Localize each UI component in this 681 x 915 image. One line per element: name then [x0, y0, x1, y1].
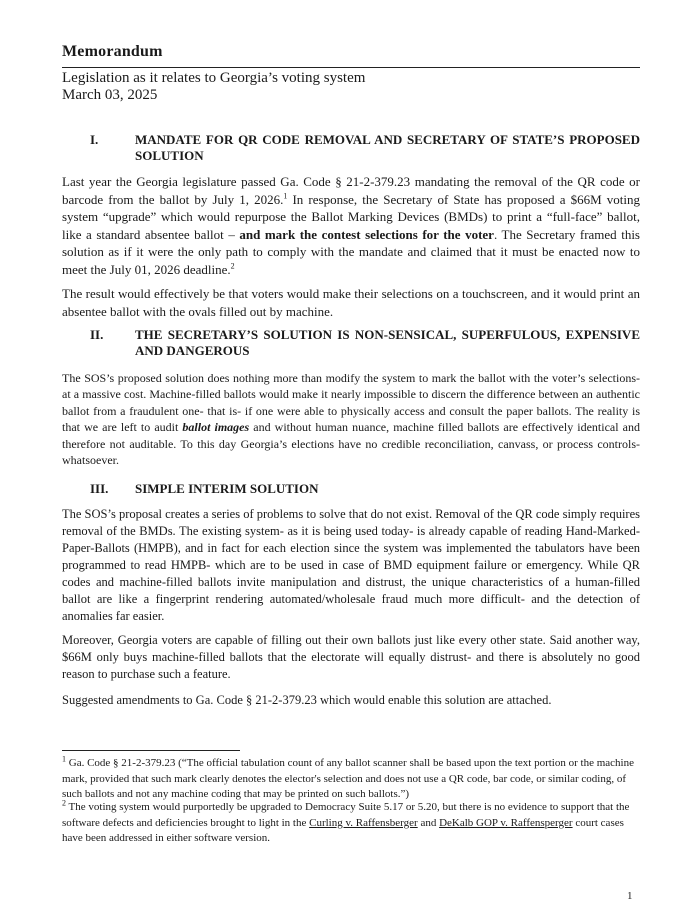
section-1-title: MANDATE FOR QR CODE REMOVAL AND SECRETARY OF STATE’S PROPOSED SOLUTION [135, 132, 640, 163]
footnote-ref-2[interactable]: 2 [230, 261, 235, 271]
footnote-ref-1[interactable]: 1 [283, 191, 288, 201]
section-1-paragraph-1-text-a: Last year the Georgia legislature passed Ga. Code § 21-2-379.23 mandating the removal of the QR code or barcode from the ballot by July 1, 2026. [62, 174, 640, 207]
memo-date: March 03, 2025 [62, 87, 158, 103]
case-citation-dekalb-gop: DeKalb GOP v. Raffensperger [439, 816, 573, 829]
section-2-paragraph-1-text-b: and without human nuance, machine filled ballots are effectively identical and therefore not auditable. To this day Georgia’s elections have no credible reconciliation, canvass, or process controls- whatsoever. [62, 420, 640, 468]
section-3-title: SIMPLE INTERIM SOLUTION [135, 481, 319, 496]
memo-subject: Legislation as it relates to Georgia’s voting system [62, 70, 366, 86]
section-3-number: III. [90, 481, 109, 496]
footnote-divider [62, 750, 240, 751]
footnote-2-text-b: and [417, 816, 440, 829]
section-1-paragraph-1-text-b: In response, the Secretary of State has proposed a $66M voting system “upgrade” which would repurpose the Ballot Marking Devices (BMDs) to print a “full-face” ballot, like a standard absentee ballot – [62, 191, 640, 242]
section-3-paragraph-2: Moreover, Georgia voters are capable of filling out their own ballots just like every other state. Said another way, $66M only buys machine-filled ballots that the electorate will equally distrust- and there is absolutely no good reason to purchase such a feature. [62, 633, 640, 681]
footnote-2 [62, 800, 640, 847]
section-1-paragraph-1-emphasis: and mark the contest selections for the voter [239, 226, 494, 242]
footnote-2-text-c: court cases have been addressed in either software version. [62, 816, 624, 844]
memo-title: Memorandum [62, 43, 163, 60]
section-2-number: II. [90, 327, 104, 342]
section-3-heading [62, 481, 640, 498]
footnote-2-marker: 2 [62, 798, 66, 808]
section-2-paragraph-1-text-a: The SOS’s proposed solution does nothing more than modify the system to mark the ballot with the voter’s selections- at a massive cost. Machine-filled ballots would make it nearly impossible to discern the difference between an authentic ballot from a fraudulent one- that is- if one were able to physically access and consult the paper ballots. The reality is that we are left to audit [62, 371, 640, 435]
section-2-paragraph-1-emphasis: ballot images [182, 420, 250, 435]
section-3-paragraph-1: The SOS’s proposal creates a series of problems to solve that do not exist. Removal of the QR code simply requires removal of the BMDs. The existing system- as it is being used today- is already capable of reading Hand-Marked-Paper-Ballots (HMPB), and in fact for each election since the system was implemented the tabulators have been programmed to read HMPB- which are to be used in case of BMD equipment failure or emergency. While QR codes and machine-filled ballots invite manipulation and distrust, the unique characteristics of a human-filled ballot are like a fingerprint rendering automated/wholesale fraud much more difficult- and the detection of anomalies far easier. [62, 507, 641, 623]
section-1-paragraph-2: The result would effectively be that voters would make their selections on a touchscreen, and it would print an absentee ballot with the ovals filled out by machine. [62, 286, 640, 319]
footnote-1 [62, 756, 640, 803]
footnote-1-text: Ga. Code § 21-2-379.23 (“The official tabulation count of any ballot scanner shall be based upon the text portion or the machine mark, provided that such mark clearly denotes the elector's selection and does not use a QR code, bar code, or similar coding, of such ballots and not any machine coding that may be printed on such ballots.”) [62, 757, 634, 800]
section-1-paragraph-1-text-c: . The Secretary framed this solution as if it were the only path to comply with the mandate and claimed that it must be enacted now to meet the July 01, 2026 deadline. [62, 226, 640, 277]
footnote-2-text-a: The voting system would purportedly be upgraded to Democracy Suite 5.17 or 5.20, but there is no evidence to support that the software defects and deficiencies brought to light in the [62, 801, 630, 829]
header-divider [62, 67, 640, 68]
section-1-number: I. [90, 132, 99, 147]
section-1-paragraph-1 [62, 173, 640, 278]
section-3-paragraph-3: Suggested amendments to Ga. Code § 21-2-379.23 which would enable this solution are attached. [62, 693, 552, 707]
section-2-heading [62, 327, 640, 361]
section-1-heading [62, 132, 640, 166]
page-number: 1 [627, 890, 633, 902]
footnote-1-marker: 1 [62, 754, 66, 764]
section-2-paragraph-1 [62, 370, 640, 468]
section-2-title: THE SECRETARY’S SOLUTION IS NON-SENSICAL, SUPERFULOUS, EXPENSIVE AND DANGEROUS [135, 327, 640, 358]
case-citation-curling: Curling v. Raffensberger [309, 816, 418, 829]
